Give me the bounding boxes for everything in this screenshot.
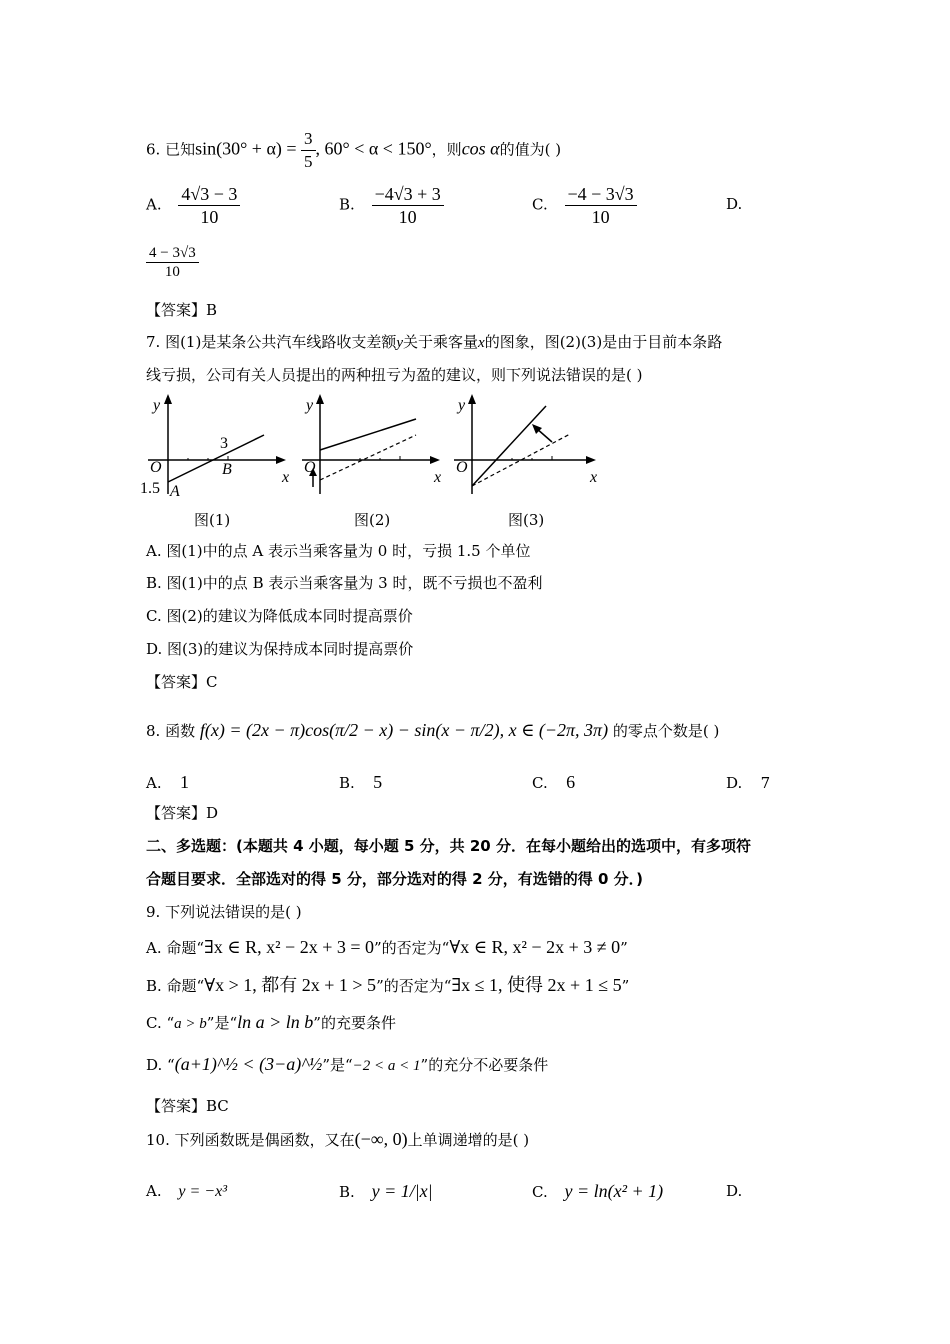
q7-fig1-caption: 图(1): [194, 511, 231, 529]
q8-option-a-label: A.: [146, 774, 162, 792]
q6-option-b-frac: [372, 183, 444, 228]
q6-option-c-label: C.: [532, 195, 548, 214]
q7-graph-2: [300, 392, 450, 502]
q10-option-a: [146, 1180, 227, 1203]
q6-option-b-label: B.: [339, 195, 355, 214]
q9-option-d-math1: (a+1)^½ < (3−a)^½: [174, 1054, 323, 1074]
g1-x-arrow: [276, 456, 286, 464]
q6-option-b: [339, 183, 444, 228]
q6-option-c-den: 10: [591, 207, 610, 227]
g1-label-x: x: [282, 469, 290, 486]
q7-stem-line1: [146, 332, 722, 353]
q6-condition-2: , 60° < α < 150°: [315, 138, 432, 159]
g2-label-y: y: [306, 397, 314, 414]
q6-condition: sin(30° + α) =: [195, 138, 302, 159]
q10-option-d: [726, 1180, 742, 1202]
g2-label-o: O: [304, 459, 316, 476]
q7-option-a: A. 图(1)中的点 A 表示当乘客量为 0 时，亏损 1.5 个单位: [146, 542, 531, 560]
g2-x-arrow: [430, 456, 440, 464]
q8-option-d-label: D.: [726, 774, 743, 792]
q8-option-b-label: B.: [339, 774, 355, 792]
q8-option-b-value: 5: [373, 772, 383, 792]
q6-stem-prefix: 6. 已知: [146, 140, 196, 159]
g1-label-a: A: [170, 483, 180, 500]
g1-label-15: 1.5: [140, 480, 160, 497]
q6-option-c-frac: [565, 183, 637, 228]
q8-answer: 【答案】D: [146, 804, 219, 822]
q6-option-b-num: −4√3 + 3: [372, 183, 444, 206]
q7-stem-part2: 关于乘客量: [403, 333, 479, 351]
q9-option-b-suffix: ”: [621, 977, 630, 995]
q9-option-a-mid: ”的否定为“: [374, 939, 450, 957]
q9-option-a-math1: ∃x ∈ R, x² − 2x + 3 = 0: [204, 937, 374, 957]
q8-option-c-value: 6: [566, 772, 576, 792]
q10-stem: [146, 1128, 529, 1151]
q7-stem-line2: 线亏损，公司有关人员提出的两种扭亏为盈的建议，则下列说法错误的是( ): [146, 366, 643, 384]
q10-option-b-value: y = 1/|x|: [371, 1181, 433, 1201]
g3-y-arrow: [468, 394, 476, 404]
q10-stem-suffix: 上单调递增的是( ): [407, 1131, 530, 1149]
q10-option-d-label: D.: [726, 1182, 743, 1200]
q8-option-d: [726, 766, 770, 798]
q9-answer: 【答案】BC: [146, 1097, 229, 1115]
q9-option-a-math2: ∀x ∈ R, x² − 2x + 3 ≠ 0: [449, 937, 621, 957]
q9-option-a: [146, 936, 628, 959]
q6-option-a: [146, 183, 240, 228]
q8-function: f(x) = (2x − π)cos(π/2 − x) − sin(x − π/2), x ∈ (−2π, 3π): [199, 720, 609, 740]
q7-option-b: B. 图(1)中的点 B 表示当乘客量为 3 时，既不亏损也不盈利: [146, 574, 543, 592]
q10-option-b-label: B.: [339, 1183, 355, 1201]
q6-stem-suffix: 的值为( ): [499, 140, 562, 159]
q6-cos-alpha: cos α: [461, 138, 500, 159]
q8-option-a: [146, 766, 189, 798]
q10-option-a-value: y = −x³: [178, 1183, 227, 1200]
q9-option-d-suffix: ”的充分不必要条件: [420, 1056, 549, 1074]
g1-label-o: O: [150, 459, 162, 476]
q9-option-a-prefix: A. 命题“: [146, 939, 205, 957]
g3-solid-line: [472, 406, 546, 486]
q8-option-a-value: 1: [179, 772, 189, 792]
g1-line: [168, 435, 264, 482]
q6-option-d-frac: [146, 244, 199, 281]
q7-option-c: C. 图(2)的建议为降低成本同时提高票价: [146, 607, 413, 625]
q8-option-c: [532, 766, 575, 798]
g2-dashed-line: [320, 435, 416, 480]
g2-y-arrow: [316, 394, 324, 404]
q9-option-c: [146, 1011, 396, 1035]
q6-fraction: [301, 128, 316, 173]
g1-label-3: 3: [220, 435, 228, 452]
q7-fig2-caption: 图(2): [354, 511, 391, 529]
q9-option-c-math2: ln a > ln b: [237, 1012, 314, 1032]
q10-stem-prefix: 10. 下列函数既是偶函数，又在: [146, 1131, 355, 1149]
q9-option-b-prefix: B. 命题“: [146, 977, 205, 995]
q7-option-d: D. 图(3)的建议为保持成本同时提高票价: [146, 640, 414, 658]
q6-frac-num: 3: [301, 128, 316, 151]
q10-option-c: [532, 1180, 663, 1203]
q9-option-d-math2: −2 < a < 1: [352, 1058, 421, 1074]
g2-solid-line: [320, 419, 416, 450]
q6-option-d-label: [726, 194, 742, 214]
q7-answer: 【答案】C: [146, 673, 218, 691]
q9-option-b-math1: ∀x > 1, 都有 2x + 1 > 5: [204, 975, 377, 995]
q6-stem-mid: ，则: [431, 140, 462, 159]
q7-graph-1: [140, 392, 300, 502]
q6-option-a-frac: [178, 183, 240, 228]
q10-option-c-label: C.: [532, 1183, 548, 1201]
q9-option-d-prefix: D. “: [146, 1056, 175, 1074]
q6-answer: 【答案】B: [146, 301, 218, 319]
q6-option-d-label-text: D.: [726, 195, 743, 213]
q8-stem: [146, 718, 719, 743]
q9-option-d-mid: ”是“: [322, 1056, 353, 1074]
q9-option-b: [146, 974, 629, 997]
q8-option-d-value: 7: [760, 774, 771, 792]
q6-option-d: [146, 244, 199, 281]
section-2-header-line2: 合题目要求．全部选对的得 5 分，部分选对的得 2 分，有选错的得 0 分．): [146, 870, 644, 888]
g3-label-x: x: [590, 469, 598, 486]
g3-label-o: O: [456, 459, 468, 476]
q6-option-b-den: 10: [398, 207, 417, 227]
g3-x-arrow: [586, 456, 596, 464]
q10-option-b: [339, 1180, 433, 1203]
q9-option-c-prefix: C. “: [146, 1014, 175, 1032]
q8-stem-suffix: 的零点个数是( ): [612, 722, 720, 740]
q6-option-c-num: −4 − 3√3: [565, 183, 637, 206]
q6-option-a-num: 4√3 − 3: [178, 183, 240, 206]
q10-interval: (−∞, 0): [354, 1129, 408, 1149]
q6-frac-den: 5: [304, 152, 313, 171]
g3-label-y: y: [458, 397, 466, 414]
q9-option-a-suffix: ”: [620, 939, 628, 957]
q10-option-c-value: y = ln(x² + 1): [564, 1181, 664, 1201]
q7-graph-3: [452, 392, 602, 502]
q7-var-y: y: [396, 335, 404, 351]
q7-var-x: x: [478, 335, 485, 351]
q9-option-c-math1: a > b: [174, 1016, 207, 1032]
q8-option-b: [339, 766, 382, 798]
q7-fig3-caption: 图(3): [508, 511, 545, 529]
g2-label-x: x: [434, 469, 442, 486]
q9-option-d: [146, 1053, 548, 1077]
q6-option-c: [532, 183, 637, 228]
q9-option-c-suffix: ”的充要条件: [313, 1014, 396, 1032]
q8-option-c-label: C.: [532, 774, 548, 792]
q6-option-a-den: 10: [200, 207, 219, 227]
g1-label-y: y: [153, 397, 161, 414]
q10-option-a-label: A.: [146, 1182, 162, 1200]
q6-option-d-num: 4 − 3√3: [146, 244, 199, 263]
q9-option-c-mid: ”是“: [206, 1014, 238, 1032]
g1-label-b: B: [222, 461, 232, 478]
q7-stem-part1: 7. 图(1)是某条公共汽车线路收支差额: [146, 333, 397, 351]
q7-stem-part3: 的图象，图(2)(3)是由于目前本条路: [484, 333, 723, 351]
g1-y-arrow: [164, 394, 172, 404]
q9-option-b-mid: ”的否定为“: [376, 977, 452, 995]
section-2-header-line1: 二、多选题：(本题共 4 小题，每小题 5 分，共 20 分．在每小题给出的选项中，有多项符: [146, 837, 751, 855]
q9-option-b-math2: ∃x ≤ 1, 使得 2x + 1 ≤ 5: [451, 975, 622, 995]
q8-stem-prefix: 8. 函数: [146, 722, 196, 740]
q9-stem: 9. 下列说法错误的是( ): [146, 903, 302, 921]
q6-stem: [146, 128, 561, 173]
q6-option-a-label: A.: [146, 195, 162, 214]
q6-option-d-den: 10: [164, 264, 180, 280]
